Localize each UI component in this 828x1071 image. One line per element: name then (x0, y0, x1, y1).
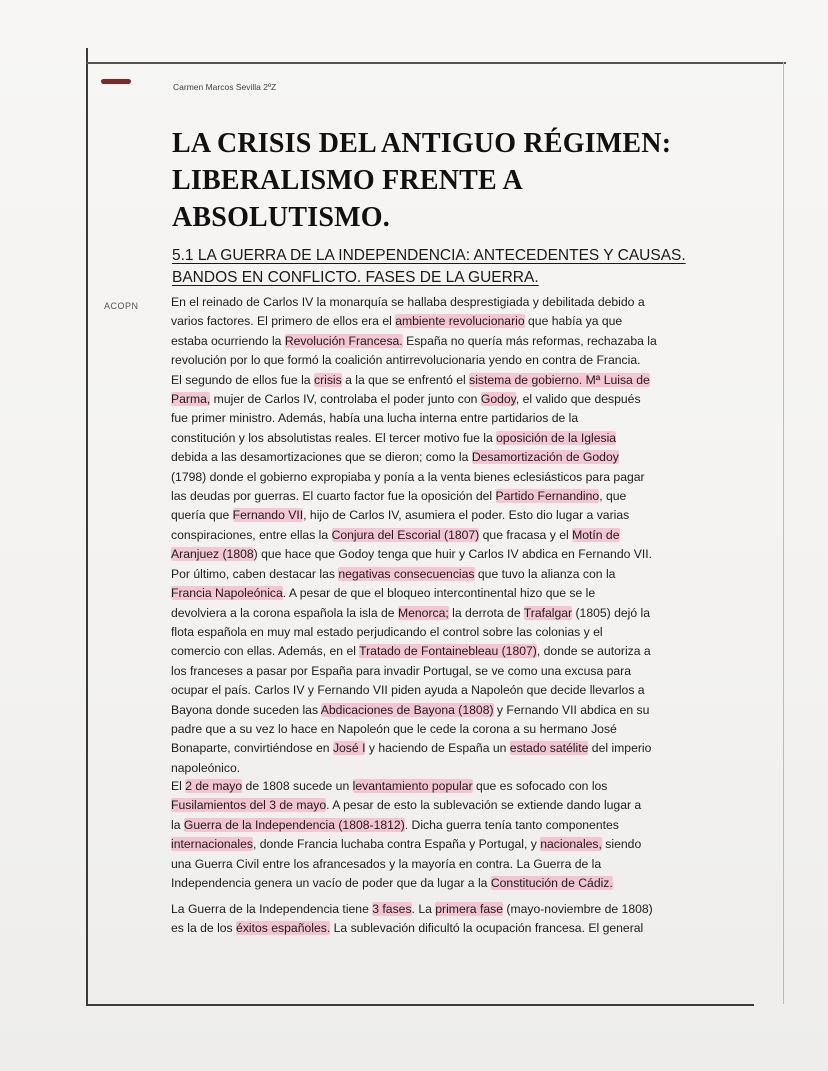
title-line: LIBERALISMO FRENTE A (172, 165, 523, 196)
text-segment: es la de los (171, 921, 237, 936)
text-line (171, 759, 657, 778)
text-line (171, 720, 657, 739)
text-segment: mujer de Carlos IV, controlaba el poder junto con (210, 392, 481, 407)
author-line: Carmen Marcos Sevilla 2ºZ (173, 82, 277, 92)
text-segment: , el valido que después (515, 392, 641, 407)
text-line (171, 351, 657, 370)
text-segment: y haciendo de España un (365, 741, 510, 756)
text-line (171, 468, 657, 487)
highlighted-text: éxitos españoles. (236, 921, 331, 936)
highlighted-text: 3 fases (372, 902, 412, 916)
highlighted-text: José I (332, 741, 366, 756)
highlighted-text: negativas consecuencias (338, 566, 475, 581)
text-segment: a la que se enfrentó el (341, 372, 470, 387)
text-segment: , que (599, 489, 627, 504)
title-line: ABSOLUTISMO. (172, 202, 390, 233)
text-line (171, 429, 657, 448)
text-segment: Bonaparte, convirtiéndose en (171, 741, 333, 756)
text-line (171, 835, 641, 854)
text-segment: . Dicha guerra tenía tanto componentes (404, 817, 619, 832)
highlighted-text: Conjura del Escorial (1807) (331, 527, 480, 542)
text-segment: constitución y los absolutistas reales. El tercer motivo fue la (171, 430, 497, 445)
text-segment: El segundo de ellos fue la (171, 372, 314, 387)
section-heading-line: BANDOS EN CONFLICTO. FASES DE LA GUERRA. (172, 269, 539, 286)
highlighted-text: Motín de (572, 527, 620, 542)
text-segment: , hijo de Carlos IV, asumiera el poder. Esto dio lugar a varias (303, 508, 630, 523)
text-segment: La sublevación dificultó la ocupación francesa. El general (330, 921, 644, 936)
highlighted-text: Menorca; (397, 605, 449, 620)
text-segment: que tuvo la alianza con la (474, 566, 616, 581)
highlighted-text: sistema de gobierno. Mª Luisa de (469, 372, 650, 387)
highlighted-text: oposición de la Iglesia (496, 430, 617, 445)
text-segment: devolviera a la corona española la isla de (171, 605, 398, 620)
text-segment: varios factores. El primero de ellos era el (171, 314, 396, 329)
text-segment: y Fernando VII abdica en su (493, 702, 650, 717)
text-segment: ocupar el país. Carlos IV y Fernando VII piden ayuda a Napoleón que decide llevarlos a (171, 683, 645, 698)
text-line (171, 487, 657, 506)
text-line (171, 919, 653, 938)
highlighted-text: Revolución Francesa. (284, 333, 403, 348)
highlighted-text: Tratado de Fontainebleau (1807) (359, 644, 537, 659)
paragraph-phases (171, 900, 653, 939)
section-heading-line: 5.1 LA GUERRA DE LA INDEPENDENCIA: ANTECEDENTES Y CAUSAS. (172, 247, 686, 264)
text-line (171, 545, 657, 564)
text-segment: que fracasa y el (479, 527, 573, 542)
text-segment: padre que a su vez lo hace en Napoleón que le cede la corona a su hermano José (171, 721, 617, 736)
text-segment: (1798) donde el gobierno expropiaba y ponía a la venta bienes eclesiásticos para pagar (171, 469, 645, 484)
highlighted-text: Constitución de Cádiz. (490, 876, 613, 891)
text-segment: . La (411, 902, 436, 916)
highlighted-text: levantamiento popular (352, 779, 473, 793)
highlighted-text: Trafalgar (523, 605, 573, 620)
text-line (171, 565, 657, 584)
text-segment: debida a las desamortizaciones que se dieron; como la (171, 450, 472, 465)
text-line (171, 642, 657, 661)
text-segment: La Guerra de la Independencia tiene (171, 902, 373, 916)
text-line (171, 874, 641, 893)
text-line (171, 293, 657, 312)
text-segment: napoleónico. (171, 760, 241, 775)
page-title (172, 125, 671, 236)
text-segment: la (171, 817, 184, 832)
frame-border-right (783, 62, 784, 1004)
text-segment: Independencia genera un vacío de poder que da lugar a la (171, 876, 491, 891)
text-line (171, 816, 641, 835)
text-line (171, 662, 657, 681)
highlighted-text: Guerra de la Independencia (1808-1812) (183, 817, 405, 832)
highlighted-text: ambiente revolucionario (395, 314, 525, 329)
text-line (171, 390, 657, 409)
highlighted-text: primera fase (435, 902, 503, 916)
text-segment: quería que (171, 508, 233, 523)
text-segment: siendo (601, 837, 642, 852)
text-segment: flota española en muy mal estado perjudicando el control sobre las colonias y el (171, 624, 603, 639)
text-segment: (mayo-noviembre de 1808) (503, 902, 653, 916)
text-line (171, 312, 657, 331)
text-line (171, 584, 657, 603)
text-segment: (1805) dejó la (572, 605, 651, 620)
text-segment: conspiraciones, entre ellas la (171, 527, 332, 542)
text-segment: las deudas por guerras. El cuarto factor fue la oposición del (171, 489, 496, 504)
frame-border-left (86, 48, 88, 1006)
text-segment: fue primer ministro. Además, había una lucha interna entre partidarios de la (171, 411, 579, 426)
highlighted-text: Fusilamientos del 3 de mayo (171, 798, 327, 813)
highlighted-text: Francia Napoleónica (171, 586, 283, 601)
text-segment: . A pesar de esto la sublevación se extiende dando lugar a (326, 798, 642, 813)
highlighted-text: crisis (313, 372, 342, 387)
highlighted-text: Parma, (171, 392, 211, 407)
text-line (171, 900, 653, 919)
text-segment: comercio con ellas. Además, en el (171, 644, 360, 659)
text-line (171, 855, 641, 874)
text-segment: ) que hace que Godoy tenga que huir y Carlos IV abdica en Fernando VII. (253, 547, 653, 562)
text-segment: Por último, caben destacar las (171, 566, 339, 581)
text-line (171, 332, 657, 351)
paper-clip-mark (101, 79, 131, 84)
text-segment: En el reinado de Carlos IV la monarquía se hallaba desprestigiada y debilitada debido a (171, 295, 645, 309)
text-line (171, 506, 657, 525)
frame-border-bottom (86, 1004, 754, 1006)
text-segment: estaba ocurriendo la (171, 333, 285, 348)
text-line (171, 777, 641, 796)
text-line (171, 409, 657, 428)
text-segment: España no quería más reformas, rechazaba la (402, 333, 657, 348)
text-segment: que es sofocado con los (472, 779, 608, 793)
text-segment: del imperio (588, 741, 652, 756)
text-line (171, 604, 657, 623)
highlighted-text: Desamortización de Godoy (471, 450, 619, 465)
text-segment: revolución por lo que formó la coalición antirrevolucionaria yendo en contra de Francia. (171, 353, 641, 368)
text-line (171, 526, 657, 545)
text-segment: , donde Francia luchaba contra España y Portugal, y (252, 837, 541, 852)
highlighted-text: Abdicaciones de Bayona (1808) (320, 702, 494, 717)
title-line: LA CRISIS DEL ANTIGUO RÉGIMEN: (172, 128, 672, 159)
highlighted-text: 2 de mayo (185, 779, 243, 793)
text-segment: de 1808 sucede un (242, 779, 353, 793)
text-line (171, 681, 657, 700)
paragraph-background (171, 293, 657, 778)
text-line (171, 623, 657, 642)
frame-border-top (86, 62, 786, 64)
highlighted-text: Godoy (480, 392, 516, 407)
text-line (171, 796, 641, 815)
text-line (171, 739, 657, 758)
text-segment: . A pesar de que el bloqueo intercontinental hizo que se le (282, 586, 596, 601)
text-segment: la derrota de (448, 605, 524, 620)
text-segment: Bayona donde suceden las (171, 702, 321, 717)
highlighted-text: Fernando VII (232, 508, 304, 523)
highlighted-text: Partido Fernandino (495, 489, 600, 504)
highlighted-text: estado satélite (509, 741, 589, 756)
text-segment: , donde se autoriza a (536, 644, 651, 659)
text-line (171, 701, 657, 720)
highlighted-text: Aranjuez (1808 (171, 547, 254, 562)
text-segment: que había ya que (524, 314, 623, 329)
paragraph-uprising (171, 777, 641, 893)
section-heading (172, 245, 686, 289)
highlighted-text: nacionales, (540, 837, 602, 852)
text-segment: los franceses a pasar por España para invadir Portugal, se ve como una excusa para (171, 663, 632, 678)
text-segment: El (171, 779, 186, 793)
text-line (171, 371, 657, 390)
text-line (171, 448, 657, 467)
handwritten-margin-note: ACOPN (104, 301, 139, 311)
text-segment: una Guerra Civil entre los afrancesados y la mayoría en contra. La Guerra de la (171, 856, 602, 871)
highlighted-text: internacionales (171, 837, 253, 852)
